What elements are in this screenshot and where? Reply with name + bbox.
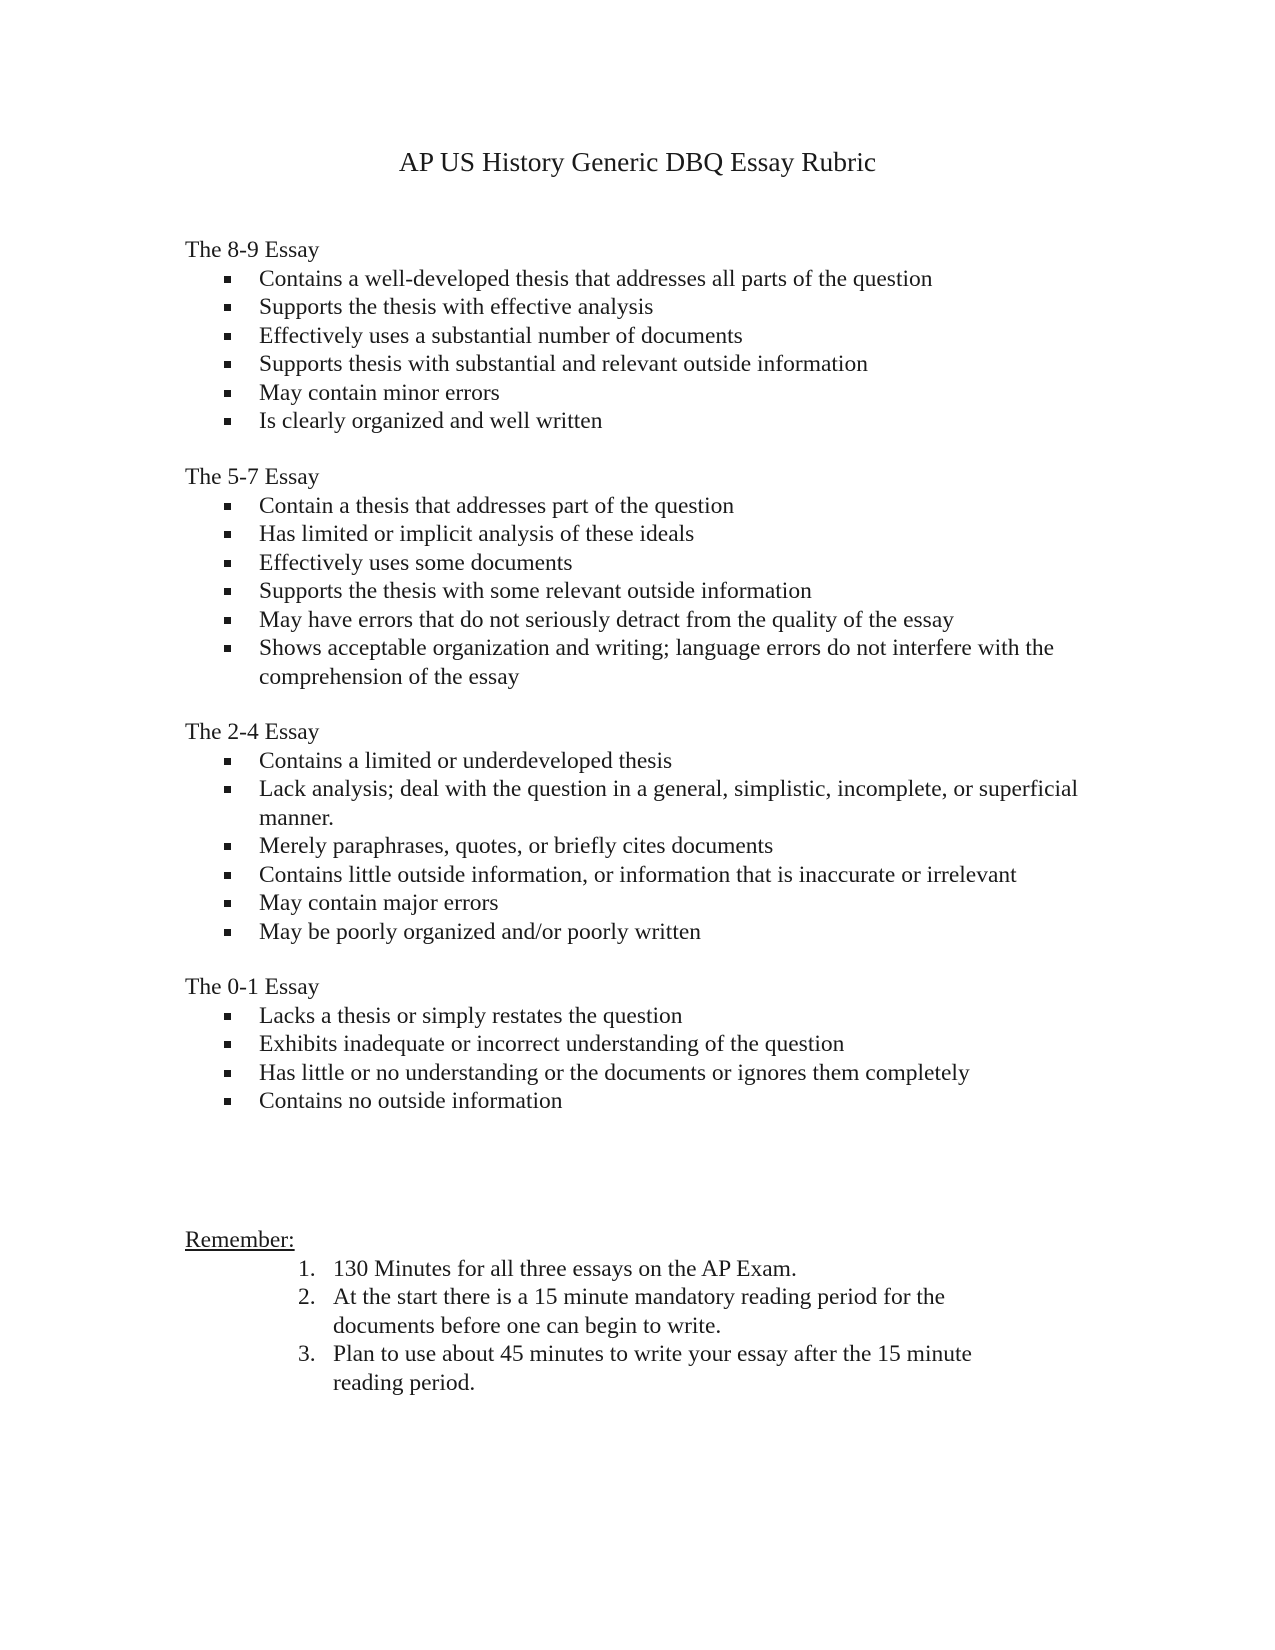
square-bullet-icon (224, 1098, 231, 1105)
square-bullet-icon (224, 361, 231, 368)
list-item: Contains a well-developed thesis that addresses all parts of the question (185, 265, 1089, 294)
square-bullet-icon (224, 758, 231, 765)
remember-list (185, 1255, 1145, 1398)
list-item: Contain a thesis that addresses part of the question (185, 492, 1089, 521)
remember-section (185, 1226, 1145, 1397)
list-item: Is clearly organized and well written (185, 407, 1089, 436)
list-item: 3. Plan to use about 45 minutes to write your essay after the 15 minute reading period. (298, 1341, 972, 1396)
square-bullet-icon (224, 900, 231, 907)
list-item: Shows acceptable organization and writing; language errors do not interfere with the comprehension of the essay (185, 634, 1089, 691)
list-item: Exhibits inadequate or incorrect understanding of the question (185, 1030, 1089, 1059)
section-heading: The 0-1 Essay (185, 974, 320, 1000)
square-bullet-icon (224, 418, 231, 425)
square-bullet-icon (224, 1041, 231, 1048)
remember-heading: Remember: (185, 1227, 295, 1253)
square-bullet-icon (224, 560, 231, 567)
square-bullet-icon (224, 645, 231, 652)
list-item: Has little or no understanding or the documents or ignores them completely (185, 1059, 1089, 1088)
section-heading: The 8-9 Essay (185, 237, 320, 263)
list-item: Contains no outside information (185, 1087, 1089, 1116)
list-item: Supports the thesis with some relevant outside information (185, 577, 1089, 606)
square-bullet-icon (224, 503, 231, 510)
square-bullet-icon (224, 872, 231, 879)
list-item: Lack analysis; deal with the question in a general, simplistic, incomplete, or superficial manner. (185, 775, 1089, 832)
criteria-list (185, 492, 1145, 692)
square-bullet-icon (224, 304, 231, 311)
list-item: 1. 130 Minutes for all three essays on the AP Exam. (298, 1255, 797, 1282)
section-5-7-essay (185, 463, 1145, 691)
square-bullet-icon (224, 333, 231, 340)
list-item: Lacks a thesis or simply restates the question (185, 1002, 1089, 1031)
list-number: 1. (298, 1255, 316, 1282)
list-item: May contain major errors (185, 889, 1089, 918)
list-item: Supports thesis with substantial and relevant outside information (185, 350, 1089, 379)
square-bullet-icon (224, 1070, 231, 1077)
list-item: May have errors that do not seriously detract from the quality of the essay (185, 606, 1089, 635)
list-item: Contains a limited or underdeveloped thesis (185, 747, 1089, 776)
square-bullet-icon (224, 390, 231, 397)
document-title: AP US History Generic DBQ Essay Rubric (398, 146, 877, 177)
square-bullet-icon (224, 929, 231, 936)
list-item: Has limited or implicit analysis of these ideals (185, 520, 1089, 549)
section-2-4-essay (185, 718, 1145, 946)
square-bullet-icon (224, 588, 231, 595)
section-8-9-essay (185, 236, 1145, 436)
list-number: 3. (298, 1341, 316, 1367)
square-bullet-icon (224, 1013, 231, 1020)
list-number: 2. (298, 1284, 316, 1310)
list-item: May be poorly organized and/or poorly written (185, 918, 1089, 947)
list-item: Effectively uses some documents (185, 549, 1089, 578)
criteria-list (185, 747, 1145, 947)
criteria-list (185, 1002, 1145, 1116)
list-item: Effectively uses a substantial number of documents (185, 322, 1089, 351)
list-item: May contain minor errors (185, 379, 1089, 408)
square-bullet-icon (224, 276, 231, 283)
list-item: 2. At the start there is a 15 minute mandatory reading period for the documents before one can begin to write. (298, 1284, 946, 1339)
list-item: Supports the thesis with effective analysis (185, 293, 1089, 322)
list-item: Contains little outside information, or information that is inaccurate or irrelevant (185, 861, 1089, 890)
square-bullet-icon (224, 786, 231, 793)
square-bullet-icon (224, 617, 231, 624)
list-item: Merely paraphrases, quotes, or briefly cites documents (185, 832, 1089, 861)
square-bullet-icon (224, 843, 231, 850)
section-0-1-essay (185, 973, 1145, 1116)
criteria-list (185, 265, 1145, 436)
square-bullet-icon (224, 531, 231, 538)
section-heading: The 2-4 Essay (185, 719, 320, 745)
section-heading: The 5-7 Essay (185, 464, 320, 490)
